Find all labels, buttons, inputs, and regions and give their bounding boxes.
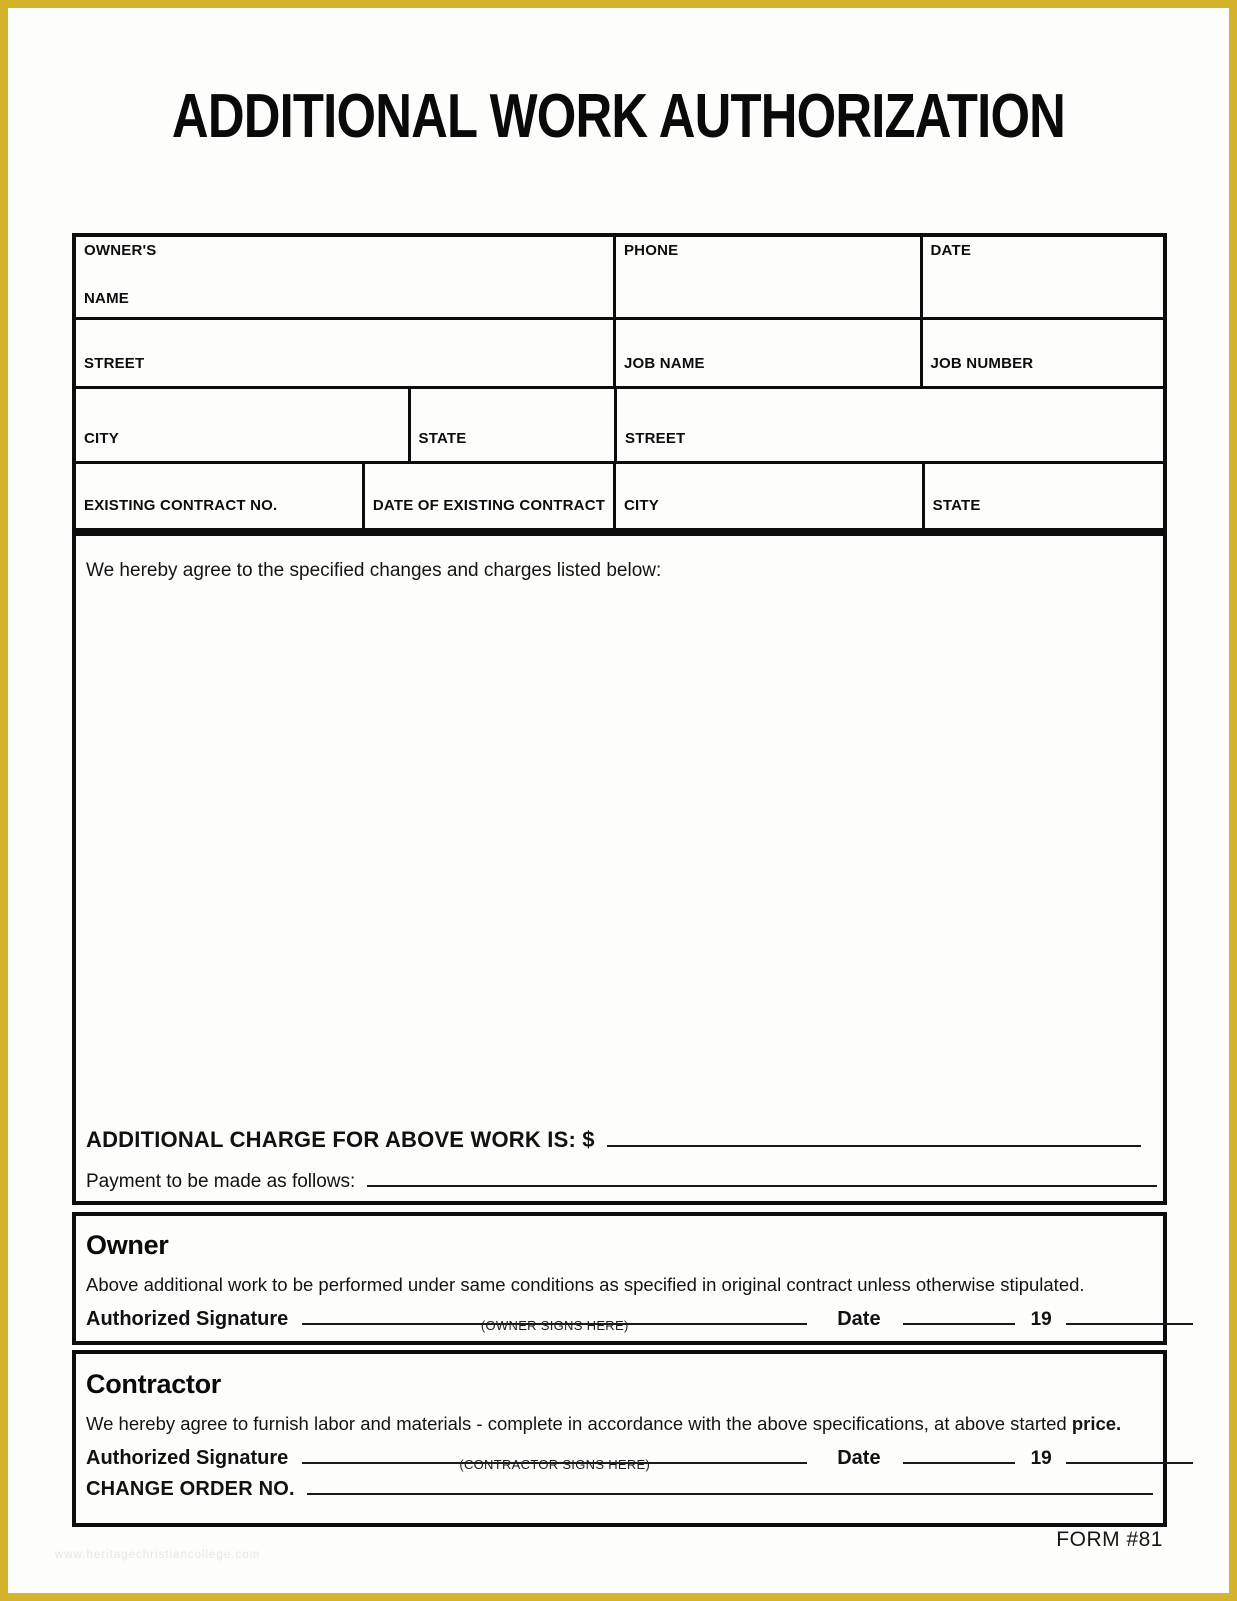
state-field[interactable] xyxy=(408,389,615,461)
owner-section xyxy=(72,1212,1167,1345)
owner-signs-here-note: (OWNER SIGNS HERE) xyxy=(480,1317,629,1333)
name-label: NAME xyxy=(84,289,129,307)
form-number: FORM #81 xyxy=(1056,1528,1163,1551)
existing-contract-no-field[interactable] xyxy=(76,464,362,528)
owner-signature-line[interactable] xyxy=(302,1305,807,1333)
contractor-date-label: Date xyxy=(837,1446,881,1469)
date-of-existing-contract-field[interactable] xyxy=(362,464,613,528)
contractor-year-prefix: 19 xyxy=(1030,1447,1052,1469)
job-street-field[interactable] xyxy=(614,389,1163,461)
contractor-date-line[interactable] xyxy=(903,1444,1015,1464)
phone-label: PHONE xyxy=(623,242,679,259)
date-label: DATE xyxy=(930,242,972,259)
contractor-signature-line[interactable] xyxy=(302,1444,807,1472)
state-label: STATE xyxy=(418,429,467,447)
owners-name-field[interactable] xyxy=(76,237,613,317)
contractor-heading: Contractor xyxy=(86,1369,222,1399)
owner-year-line[interactable] xyxy=(1066,1305,1193,1325)
contractor-section xyxy=(72,1350,1167,1527)
job-city-label: CITY xyxy=(623,496,659,514)
change-order-row xyxy=(86,1477,1153,1502)
job-number-field[interactable] xyxy=(920,320,1164,386)
contractor-authorized-signature-label: Authorized Signature xyxy=(86,1446,289,1469)
city-field[interactable] xyxy=(76,389,408,461)
owner-heading: Owner xyxy=(86,1230,169,1260)
table-row xyxy=(76,237,1163,317)
change-order-line[interactable] xyxy=(307,1477,1153,1496)
contractor-signature-row xyxy=(86,1444,1153,1470)
phone-field[interactable] xyxy=(613,237,920,317)
contractor-statement-main: We hereby agree to furnish labor and materials - complete in accordance with the above specifications, at above started xyxy=(86,1413,1072,1434)
date-of-existing-contract-label: DATE OF EXISTING CONTRACT xyxy=(372,496,606,514)
job-city-field[interactable] xyxy=(613,464,922,528)
work-description-box[interactable] xyxy=(72,532,1167,1205)
owner-year-prefix: 19 xyxy=(1030,1308,1052,1330)
payment-line[interactable] xyxy=(367,1168,1157,1187)
date-field[interactable] xyxy=(920,237,1164,317)
street-field[interactable] xyxy=(76,320,613,386)
job-street-label: STREET xyxy=(625,429,686,447)
payment-row xyxy=(86,1168,1157,1193)
owner-date-label: Date xyxy=(837,1307,881,1330)
info-table xyxy=(72,233,1167,532)
job-name-label: JOB NAME xyxy=(623,354,705,372)
change-order-label: CHANGE ORDER NO. xyxy=(86,1478,295,1501)
owners-label: OWNER'S xyxy=(84,242,157,259)
contractor-signs-here-note: (CONTRACTOR SIGNS HERE) xyxy=(459,1456,651,1472)
owner-date-line[interactable] xyxy=(903,1305,1015,1325)
street-label: STREET xyxy=(84,354,145,372)
additional-charge-line[interactable] xyxy=(607,1128,1141,1147)
contractor-statement xyxy=(86,1413,1153,1435)
table-row xyxy=(76,317,1163,386)
existing-contract-no-label: EXISTING CONTRACT NO. xyxy=(84,496,278,514)
page-title: ADDITIONAL WORK AUTHORIZATION xyxy=(171,82,1066,151)
job-state-label: STATE xyxy=(932,496,981,514)
agree-statement: We hereby agree to the specified changes and charges listed below: xyxy=(86,560,662,581)
contractor-year-line[interactable] xyxy=(1066,1444,1193,1464)
additional-charge-label: ADDITIONAL CHARGE FOR ABOVE WORK IS: $ xyxy=(86,1127,595,1152)
table-row xyxy=(76,461,1163,528)
owner-authorized-signature-label: Authorized Signature xyxy=(86,1307,289,1330)
watermark: www.heritagechristiancollege.com xyxy=(55,1549,261,1561)
owner-statement: Above additional work to be performed under same conditions as specified in original contract unless otherwise stipulated. xyxy=(86,1274,1085,1295)
job-number-label: JOB NUMBER xyxy=(930,354,1034,372)
city-label: CITY xyxy=(84,429,119,447)
table-row xyxy=(76,386,1163,461)
job-state-field[interactable] xyxy=(922,464,1163,528)
owner-signature-row xyxy=(86,1305,1153,1331)
contractor-statement-price: price. xyxy=(1071,1413,1122,1434)
payment-label: Payment to be made as follows: xyxy=(86,1171,356,1192)
job-name-field[interactable] xyxy=(613,320,920,386)
additional-charge-row xyxy=(86,1127,1141,1153)
